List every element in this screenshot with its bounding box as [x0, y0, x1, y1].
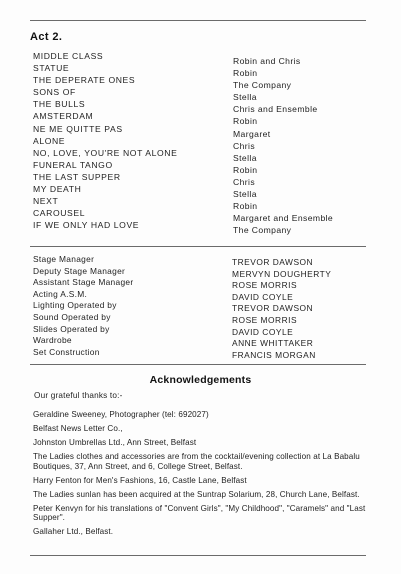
crew-name: DAVID COYLE	[232, 326, 294, 337]
performer-name: Stella	[233, 189, 257, 200]
crew-role: Stage Manager	[33, 254, 95, 264]
acknowledgement-entry: Harry Fenton for Men's Fashions, 16, Castle Lane, Belfast	[33, 475, 247, 485]
crew-role: Set Construction	[33, 346, 100, 357]
song-title: CAROUSEL	[33, 208, 86, 219]
cast-crew-divider	[30, 246, 366, 247]
crew-ack-divider	[30, 364, 366, 365]
crew-role: Assistant Stage Manager	[33, 277, 134, 288]
acknowledgement-entry: Johnston Umbrellas Ltd., Ann Street, Belfast	[33, 437, 197, 447]
crew-name: DAVID COYLE	[232, 291, 294, 302]
song-title: THE BULLS	[33, 99, 86, 110]
song-title: SONS OF	[33, 87, 76, 98]
crew-role: Lighting Operated by	[33, 300, 117, 311]
acknowledgement-entry: The Ladies clothes and accessories are from the cocktail/evening collection at La Babalu Boutiques, 37, Ann Street, and 6, College Street, Belfast.	[33, 451, 360, 471]
song-title: IF WE ONLY HAD LOVE	[33, 220, 140, 231]
crew-name: ROSE MORRIS	[232, 314, 298, 325]
performer-name: The Company	[233, 80, 292, 91]
crew-role: Acting A.S.M.	[33, 288, 88, 299]
performer-name: Margaret and Ensemble	[233, 213, 334, 224]
song-title: MY DEATH	[33, 184, 82, 195]
performer-name: Chris	[233, 140, 256, 151]
song-title: ALONE	[33, 135, 66, 146]
thanks-intro: Our grateful thanks to:-	[34, 391, 123, 400]
act-title: Act 2.	[30, 31, 63, 43]
song-title: NEXT	[33, 196, 59, 207]
acknowledgement-entry: Belfast News Letter Co.,	[33, 423, 123, 433]
crew-name: FRANCIS MORGAN	[232, 349, 316, 360]
performer-name: Margaret	[233, 128, 271, 139]
song-title: THE DEPERATE ONES	[33, 75, 136, 86]
crew-name: ANNE WHITTAKER	[232, 338, 314, 349]
crew-name: ROSE MORRIS	[232, 280, 298, 291]
crew-name: MERVYN DOUGHERTY	[232, 268, 332, 279]
crew-role: Slides Operated by	[33, 323, 110, 334]
performer-name: Robin and Chris	[233, 56, 301, 66]
performer-name: Stella	[233, 152, 257, 163]
performer-name: Robin	[233, 164, 258, 175]
acknowledgement-entry: Peter Kenvyn for his translations of "Convent Girls", "My Childhood", "Caramels" and "Last Supper".	[33, 503, 366, 523]
crew-role: Deputy Stage Manager	[33, 265, 126, 276]
acknowledgement-entry: Gallaher Ltd., Belfast.	[33, 527, 114, 537]
song-title: FUNERAL TANGO	[33, 159, 113, 170]
performer-name: Chris and Ensemble	[233, 104, 318, 115]
song-title: MIDDLE CLASS	[33, 51, 104, 61]
crew-role: Wardrobe	[33, 335, 72, 346]
song-title: THE LAST SUPPER	[33, 171, 121, 182]
song-title: STATUE	[33, 63, 70, 74]
performer-list	[233, 55, 333, 236]
performer-name: Stella	[233, 92, 257, 103]
song-title: NO, LOVE, YOU'RE NOT ALONE	[33, 147, 178, 158]
crew-name: TREVOR DAWSON	[232, 303, 314, 314]
acknowledgement-entry: Geraldine Sweeney, Photographer (tel: 692027)	[33, 410, 209, 419]
crew-role: Sound Operated by	[33, 311, 111, 322]
song-title: NE ME QUITTE PAS	[33, 123, 123, 134]
acknowledgement-list	[33, 410, 369, 541]
performer-name: Robin	[233, 68, 258, 79]
acknowledgements-heading: Acknowledgements	[149, 374, 252, 386]
performer-name: Robin	[233, 201, 258, 212]
song-list	[33, 50, 177, 231]
performer-name: Robin	[233, 116, 258, 127]
performer-name: The Company	[233, 225, 292, 236]
top-divider	[30, 20, 366, 21]
bottom-divider	[30, 555, 366, 556]
performer-name: Chris	[233, 176, 256, 187]
acknowledgement-entry: The Ladies sunlan has been acquired at the Suntrap Solarium, 28, Church Lane, Belfast.	[33, 489, 360, 499]
crew-name: TREVOR DAWSON	[232, 257, 314, 267]
crew-role-list	[33, 254, 133, 358]
song-title: AMSTERDAM	[33, 111, 94, 122]
crew-name-list	[232, 257, 331, 361]
